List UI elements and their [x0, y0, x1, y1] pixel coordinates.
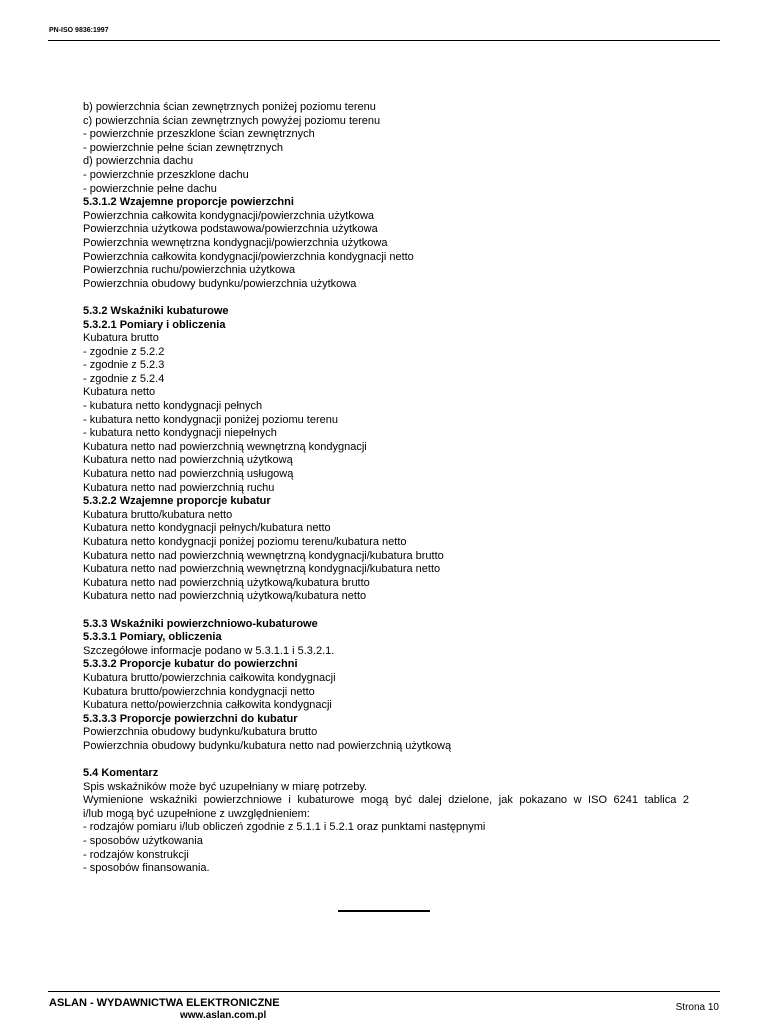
body-line: Kubatura netto nad powierzchnią wewnętrzną kondygnacji [83, 440, 367, 453]
body-line: Kubatura netto nad powierzchnią użytkową/kubatura netto [83, 590, 367, 603]
body-line: Powierzchnia całkowita kondygnacji/powierzchnia kondygnacji netto [83, 250, 414, 263]
body-line: Powierzchnia obudowy budynku/powierzchnia użytkowa [83, 277, 357, 290]
body-line: - rodzajów pomiaru i/lub obliczeń zgodnie z 5.1.1 i 5.2.1 oraz punktami następnymi [83, 821, 486, 834]
body-line: - zgodnie z 5.2.2 [83, 345, 165, 358]
body-line: - sposobów użytkowania [83, 835, 203, 848]
body-line: Powierzchnia obudowy budynku/kubatura netto nad powierzchnią użytkową [83, 739, 452, 752]
body-line: Szczegółowe informacje podano w 5.3.1.1 i 5.3.2.1. [83, 644, 335, 657]
body-line: b) powierzchnia ścian zewnętrznych poniżej poziomu terenu [83, 101, 376, 113]
body-line: Kubatura brutto/powierzchnia kondygnacji netto [83, 685, 315, 698]
body-line: Powierzchnia ruchu/powierzchnia użytkowa [83, 264, 296, 277]
body-line: - powierzchnie pełne ścian zewnętrznych [83, 141, 283, 154]
footer-url: www.aslan.com.pl [180, 1010, 267, 1021]
body-line: Kubatura netto nad powierzchnią wewnętrzną kondygnacji/kubatura brutto [83, 549, 444, 562]
body-line: - zgodnie z 5.2.4 [83, 372, 165, 385]
body-line: Kubatura netto nad powierzchnią użytkową [83, 454, 293, 467]
body-line: - kubatura netto kondygnacji niepełnych [83, 427, 277, 440]
header-divider [48, 40, 720, 41]
body-line: i/lub mogą być uzupełnione z uwzględnieniem: [83, 807, 310, 820]
blank-line [83, 604, 689, 618]
body-line: - kubatura netto kondygnacji poniżej poziomu terenu [83, 413, 338, 426]
body-line: Kubatura netto/powierzchnia całkowita kondygnacji [83, 699, 332, 712]
section-heading: 5.3.3.2 Proporcje kubatur do powierzchni [83, 658, 298, 671]
body-line: Kubatura brutto [83, 332, 159, 345]
section-heading: 5.3.3 Wskaźniki powierzchniowo-kubaturowe [83, 617, 318, 630]
body-line: Powierzchnia wewnętrzna kondygnacji/powierzchnia użytkowa [83, 236, 388, 249]
blank-line [83, 291, 689, 305]
body-line: Powierzchnia użytkowa podstawowa/powierzchnia użytkowa [83, 223, 378, 236]
body-line: Spis wskaźników może być uzupełniany w miarę potrzeby. [83, 780, 368, 793]
section-end-rule [338, 910, 430, 912]
section-heading: 5.3.2 Wskaźniki kubaturowe [83, 304, 229, 317]
body-line: Kubatura netto nad powierzchnią użytkową/kubatura brutto [83, 576, 370, 589]
footer-publisher: ASLAN - WYDAWNICTWA ELEKTRONICZNE [49, 997, 280, 1009]
body-line: - powierzchnie przeszklone ścian zewnętrznych [83, 128, 315, 141]
body-line: - rodzajów konstrukcji [83, 848, 189, 861]
body-line: Powierzchnia całkowita kondygnacji/powierzchnia użytkowa [83, 209, 375, 222]
footer-divider [48, 991, 720, 992]
body-line: - zgodnie z 5.2.3 [83, 359, 165, 372]
section-heading: 5.3.1.2 Wzajemne proporcje powierzchni [83, 196, 294, 209]
section-heading: 5.4 Komentarz [83, 767, 159, 780]
document-body [83, 101, 689, 876]
body-line: - powierzchnie pełne dachu [83, 182, 217, 195]
body-line: Powierzchnia obudowy budynku/kubatura brutto [83, 726, 318, 739]
body-line: Kubatura netto nad powierzchnią wewnętrzną kondygnacji/kubatura netto [83, 563, 441, 576]
section-heading: 5.3.2.2 Wzajemne proporcje kubatur [83, 495, 271, 508]
body-line: Kubatura netto nad powierzchnią usługową [83, 468, 294, 481]
section-heading: 5.3.2.1 Pomiary i obliczenia [83, 318, 226, 331]
body-line: - powierzchnie przeszklone dachu [83, 168, 249, 181]
document-standard-id: PN-ISO 9836:1997 [49, 27, 109, 34]
body-line: Kubatura netto kondygnacji poniżej poziomu terenu/kubatura netto [83, 536, 407, 548]
body-line: - sposobów finansowania. [83, 862, 210, 875]
page-number: Strona 10 [675, 1002, 719, 1013]
body-line: Kubatura netto kondygnacji pełnych/kubatura netto [83, 522, 331, 535]
body-line: Kubatura netto nad powierzchnią ruchu [83, 481, 275, 494]
blank-line [83, 754, 689, 768]
body-line: c) powierzchnia ścian zewnętrznych powyżej poziomu terenu [83, 114, 381, 127]
body-line: Kubatura brutto/powierzchnia całkowita kondygnacji [83, 671, 336, 684]
section-heading: 5.3.3.3 Proporcje powierzchni do kubatur [83, 712, 298, 725]
body-line: Wymienione wskaźniki powierzchniowe i kubaturowe mogą być dalej dzielone, jak pokazano w ISO 6241 tablica 2 [83, 794, 689, 807]
section-heading: 5.3.3.1 Pomiary, obliczenia [83, 631, 222, 644]
body-line: - kubatura netto kondygnacji pełnych [83, 400, 263, 413]
body-line: d) powierzchnia dachu [83, 155, 194, 168]
body-line: Kubatura netto [83, 386, 156, 399]
body-line: Kubatura brutto/kubatura netto [83, 508, 233, 521]
